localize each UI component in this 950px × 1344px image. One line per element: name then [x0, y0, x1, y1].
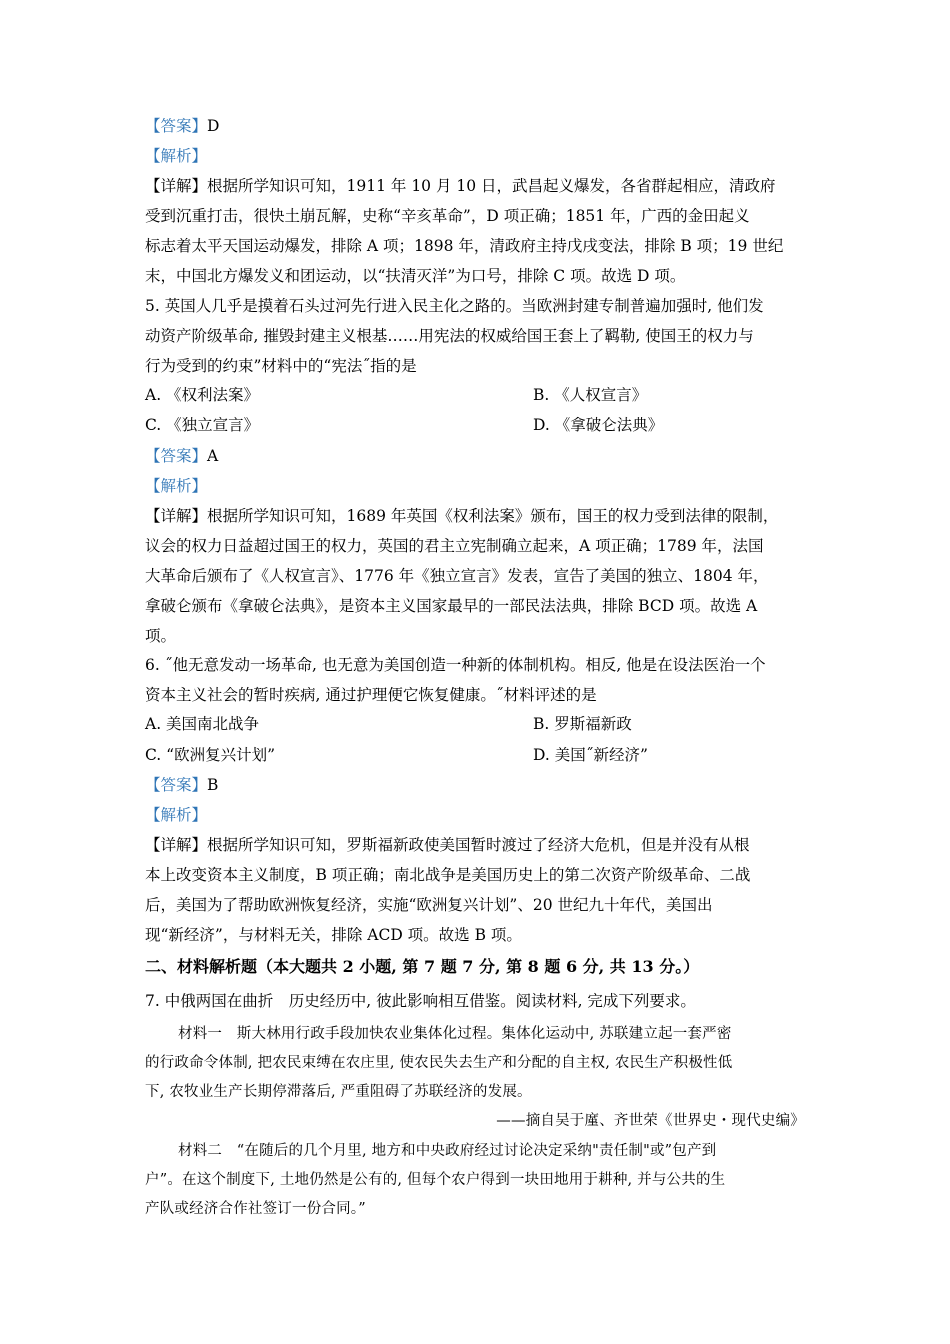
- analysis-tag: 【解析】: [145, 147, 208, 165]
- detail-text: 根据所学知识可知，1911 年 10 月 10 日，武昌起义爆发，各省群起相应，清政府: [207, 177, 776, 195]
- q5-stem-line-2: 动资产阶级革命, 摧毁封建主义根基……用宪法的权威给国王套上了羁勒, 使国王的权力与: [145, 327, 754, 345]
- q7-material2-line-2: 户”。在这个制度下, 土地仍然是公有的, 但每个农户得到一块田地用于耕种, 并与公共的生: [145, 1172, 726, 1188]
- q7-material2-line-1: 材料二 “在随后的几个月里, 地方和中央政府经过讨论决定采纳"责任制"或”包产到: [178, 1143, 717, 1159]
- q6-detail-line-4: 现“新经济”，与材料无关，排除 ACD 项。故选 B 项。: [145, 926, 522, 944]
- q4-detail-line-4: 末，中国北方爆发义和团运动，以“扶清灭洋”为口号，排除 C 项。故选 D 项。: [145, 267, 686, 285]
- q5-analysis-line: [145, 476, 810, 496]
- detail-tag: 【详解】: [145, 836, 208, 854]
- q6-detail-line-3: 后，美国为了帮助欧洲恢复经济，实施“欧洲复兴计划”、20 世纪九十年代，美国出: [145, 896, 713, 914]
- q7-stem: 7. 中俄两国在曲折 历史经历中, 彼此影响相互借鉴。阅读材料, 完成下列要求。: [145, 992, 696, 1010]
- q4-answer: D: [207, 117, 220, 135]
- q6-option-c: C. “欧洲复兴计划”: [145, 746, 276, 764]
- answer-tag: 【答案】: [145, 776, 208, 794]
- q5-answer: A: [207, 447, 219, 465]
- section-heading: 二、材料解析题（本大题共 2 小题, 第 7 题 7 分, 第 8 题 6 分, 共 13 分。）: [145, 957, 700, 976]
- q4-detail-line-3: 标志着太平天国运动爆发，排除 A 项；1898 年，清政府主持戊戌变法，排除 B 项；19 世纪: [145, 237, 784, 255]
- q6-stem-line-1: 6. ˝他无意发动一场革命, 也无意为美国创造一种新的体制机构。相反, 他是在设法医治一个: [145, 656, 766, 674]
- q6-answer-line: [145, 775, 810, 795]
- q7-material1-line-3: 下, 农牧业生产长期停滞落后, 严重阻碍了苏联经济的发展。: [145, 1084, 532, 1100]
- detail-tag: 【详解】: [145, 177, 208, 195]
- q5-detail-line-5: 项。: [145, 627, 177, 645]
- analysis-tag: 【解析】: [145, 477, 208, 495]
- q7-material1-source: ——摘自吴于廑、齐世荣《世界史・现代史编》: [496, 1113, 805, 1129]
- q5-detail-line-2: 议会的权力日益超过国王的权力，英国的君主立宪制确立起来，A 项正确；1789 年，法国: [145, 537, 764, 555]
- q7-material1-line-2: 的行政命令体制, 把农民束缚在农庄里, 使农民失去生产和分配的自主权, 农民生产积极性低: [145, 1055, 733, 1071]
- q7-material2-line-3: 产队或经济合作社签订一份合同。”: [145, 1201, 366, 1217]
- q5-detail-line-3: 大革命后颁布了《人权宣言》、1776 年《独立宣言》发表，宣告了美国的独立、1804 年，: [145, 567, 769, 585]
- q5-option-a: A. 《权利法案》: [145, 386, 260, 404]
- q6-option-b: B. 罗斯福新政: [533, 715, 632, 733]
- q6-detail-line-1: [145, 835, 810, 855]
- q6-option-d: D. 美国˝新经济”: [533, 746, 648, 764]
- q6-answer: B: [207, 776, 219, 794]
- q5-answer-line: [145, 446, 810, 466]
- q5-option-b: B. 《人权宣言》: [533, 386, 648, 404]
- q5-stem-line-1: 5. 英国人几乎是摸着石头过河先行进入民主化之路的。当欧洲封建专制普遍加强时, 他们发: [145, 297, 764, 315]
- q6-analysis-line: [145, 805, 810, 825]
- q4-answer-line: [145, 116, 810, 136]
- answer-tag: 【答案】: [145, 447, 208, 465]
- q4-detail-line-2: 受到沉重打击，很快土崩瓦解，史称“辛亥革命”，D 项正确；1851 年，广西的金田起义: [145, 207, 750, 225]
- q6-stem-line-2: 资本主义社会的暂时疾病, 通过护理便它恢复健康。˝材料评述的是: [145, 686, 597, 704]
- q5-detail-line-4: 拿破仑颁布《拿破仑法典》，是资本主义国家最早的一部民法法典，排除 BCD 项。故选 A: [145, 597, 758, 615]
- detail-text: 根据所学知识可知，罗斯福新政使美国暂时渡过了经济大危机，但是并没有从根: [207, 836, 750, 854]
- q6-option-a: A. 美国南北战争: [145, 715, 260, 733]
- q7-material1-line-1: 材料一 斯大林用行政手段加快农业集体化过程。集体化运动中, 苏联建立起一套严密: [178, 1026, 732, 1042]
- q6-detail-line-2: 本上改变资本主义制度，B 项正确；南北战争是美国历史上的第二次资产阶级革命、二战: [145, 866, 751, 884]
- q5-option-c: C. 《独立宣言》: [145, 416, 260, 434]
- q5-stem-line-3: 行为受到的约束”材料中的“宪法˝指的是: [145, 357, 417, 375]
- q5-option-d: D. 《拿破仑法典》: [533, 416, 664, 434]
- q4-detail-line-1: [145, 176, 810, 196]
- detail-text: 根据所学知识可知，1689 年英国《权利法案》颁布，国王的权力受到法律的限制，: [207, 507, 779, 525]
- detail-tag: 【详解】: [145, 507, 208, 525]
- answer-tag: 【答案】: [145, 117, 208, 135]
- q5-detail-line-1: [145, 506, 810, 526]
- q4-analysis-line: [145, 146, 810, 166]
- analysis-tag: 【解析】: [145, 806, 208, 824]
